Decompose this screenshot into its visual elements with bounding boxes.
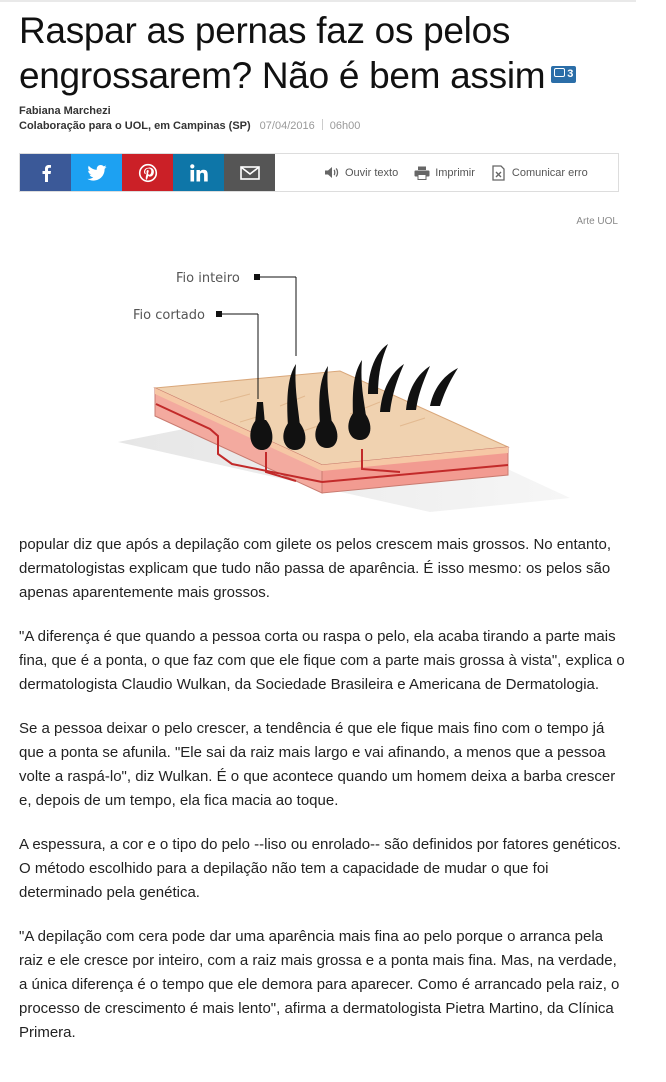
share-pinterest-button[interactable] (122, 154, 173, 191)
comment-bubble-icon (554, 68, 565, 77)
top-divider (0, 0, 636, 2)
print-button[interactable] (414, 166, 475, 180)
pinterest-icon (138, 163, 158, 183)
article-title-text: Raspar as pernas faz os pelos engrossarem? Não é bem assim (19, 10, 546, 96)
label-cut-hair: Fio cortado (133, 308, 205, 323)
article-body (19, 533, 629, 1065)
paragraph: popular diz que após a depilação com gilete os pelos crescem mais grossos. No entanto, dermatologistas explicam que tudo não passa de aparência. É isso mesmo: os pelos são apenas aparentemente mais grossos. (19, 536, 611, 601)
report-error-icon (491, 165, 507, 181)
share-facebook-button[interactable] (20, 154, 71, 191)
whole-hair-6 (406, 366, 430, 410)
listen-text-label: Ouvir texto (345, 166, 399, 179)
article-tools (324, 154, 604, 191)
publish-date: 07/04/2016 (259, 120, 315, 132)
share-bar (19, 153, 619, 192)
report-error-label: Comunicar erro (511, 166, 588, 179)
facebook-icon (40, 164, 52, 182)
byline (19, 104, 360, 134)
paragraph: "A depilação com cera pode dar uma aparência mais fina ao pelo porque o arranca pela raiz e ele cresce por inteiro, com a raiz mais grossa e a ponta mais fina. Mas, na verdade, a única diferença é o tempo que ele demora para aparecer. Como é arrancado pela raiz, o processo de crescimento é mais lento", afirma a dermatologista Pietra Martino, da Clínica Primera. (19, 928, 620, 1041)
speaker-icon (324, 166, 340, 179)
paragraph: A espessura, a cor e o tipo do pelo --liso ou enrolado-- são definidos por fatores genéticos. O método escolhido para a depilação não tem a capacidade de mudar o que foi determinado pela genética. (19, 836, 622, 901)
callout-dot-cut (216, 311, 222, 317)
email-icon (240, 166, 260, 180)
callout-dot-whole (254, 274, 260, 280)
comments-badge[interactable] (551, 66, 576, 83)
share-email-button[interactable] (224, 154, 275, 191)
image-credit: Arte UOL (576, 216, 618, 227)
paragraph: Se a pessoa deixar o pelo crescer, a tendência é que ele fique mais fino com o tempo já que a ponta se afunila. "Ele sai da raiz mais largo e vai afinando, a menos que a pessoa volte a raspá-lo", diz Wulkan. É o que acontece quando um homem deixa a barba crescer e, depois de um tempo, ela fica macia ao toque. (19, 720, 616, 809)
linkedin-icon (190, 164, 208, 182)
article-title (19, 8, 629, 98)
paragraph: "A diferença é que quando a pessoa corta ou raspa o pelo, ela acaba tirando a parte mais fina, que é a ponta, o que faz com que ele fique com a parte mais grossa à vista", explica o dermatologista Claudio Wulkan, da Sociedade Brasileira e Americana de Dermatologia. (19, 628, 625, 693)
share-linkedin-button[interactable] (173, 154, 224, 191)
publish-time: 06h00 (329, 120, 361, 132)
listen-text-button[interactable] (324, 166, 398, 179)
whole-hair-7 (430, 368, 458, 406)
print-label: Imprimir (435, 166, 475, 179)
share-twitter-button[interactable] (71, 154, 122, 191)
author-name: Fabiana Marchezi (19, 105, 111, 117)
twitter-icon (87, 165, 107, 181)
report-error-button[interactable] (491, 165, 588, 181)
author-organization: Colaboração para o UOL, em Campinas (SP) (19, 120, 251, 132)
meta-separator (322, 119, 323, 130)
hair-illustration (100, 236, 570, 526)
label-whole-hair: Fio inteiro (176, 271, 240, 286)
printer-icon (414, 166, 430, 180)
whole-hair-4 (368, 344, 388, 394)
comment-count: 3 (567, 67, 574, 80)
